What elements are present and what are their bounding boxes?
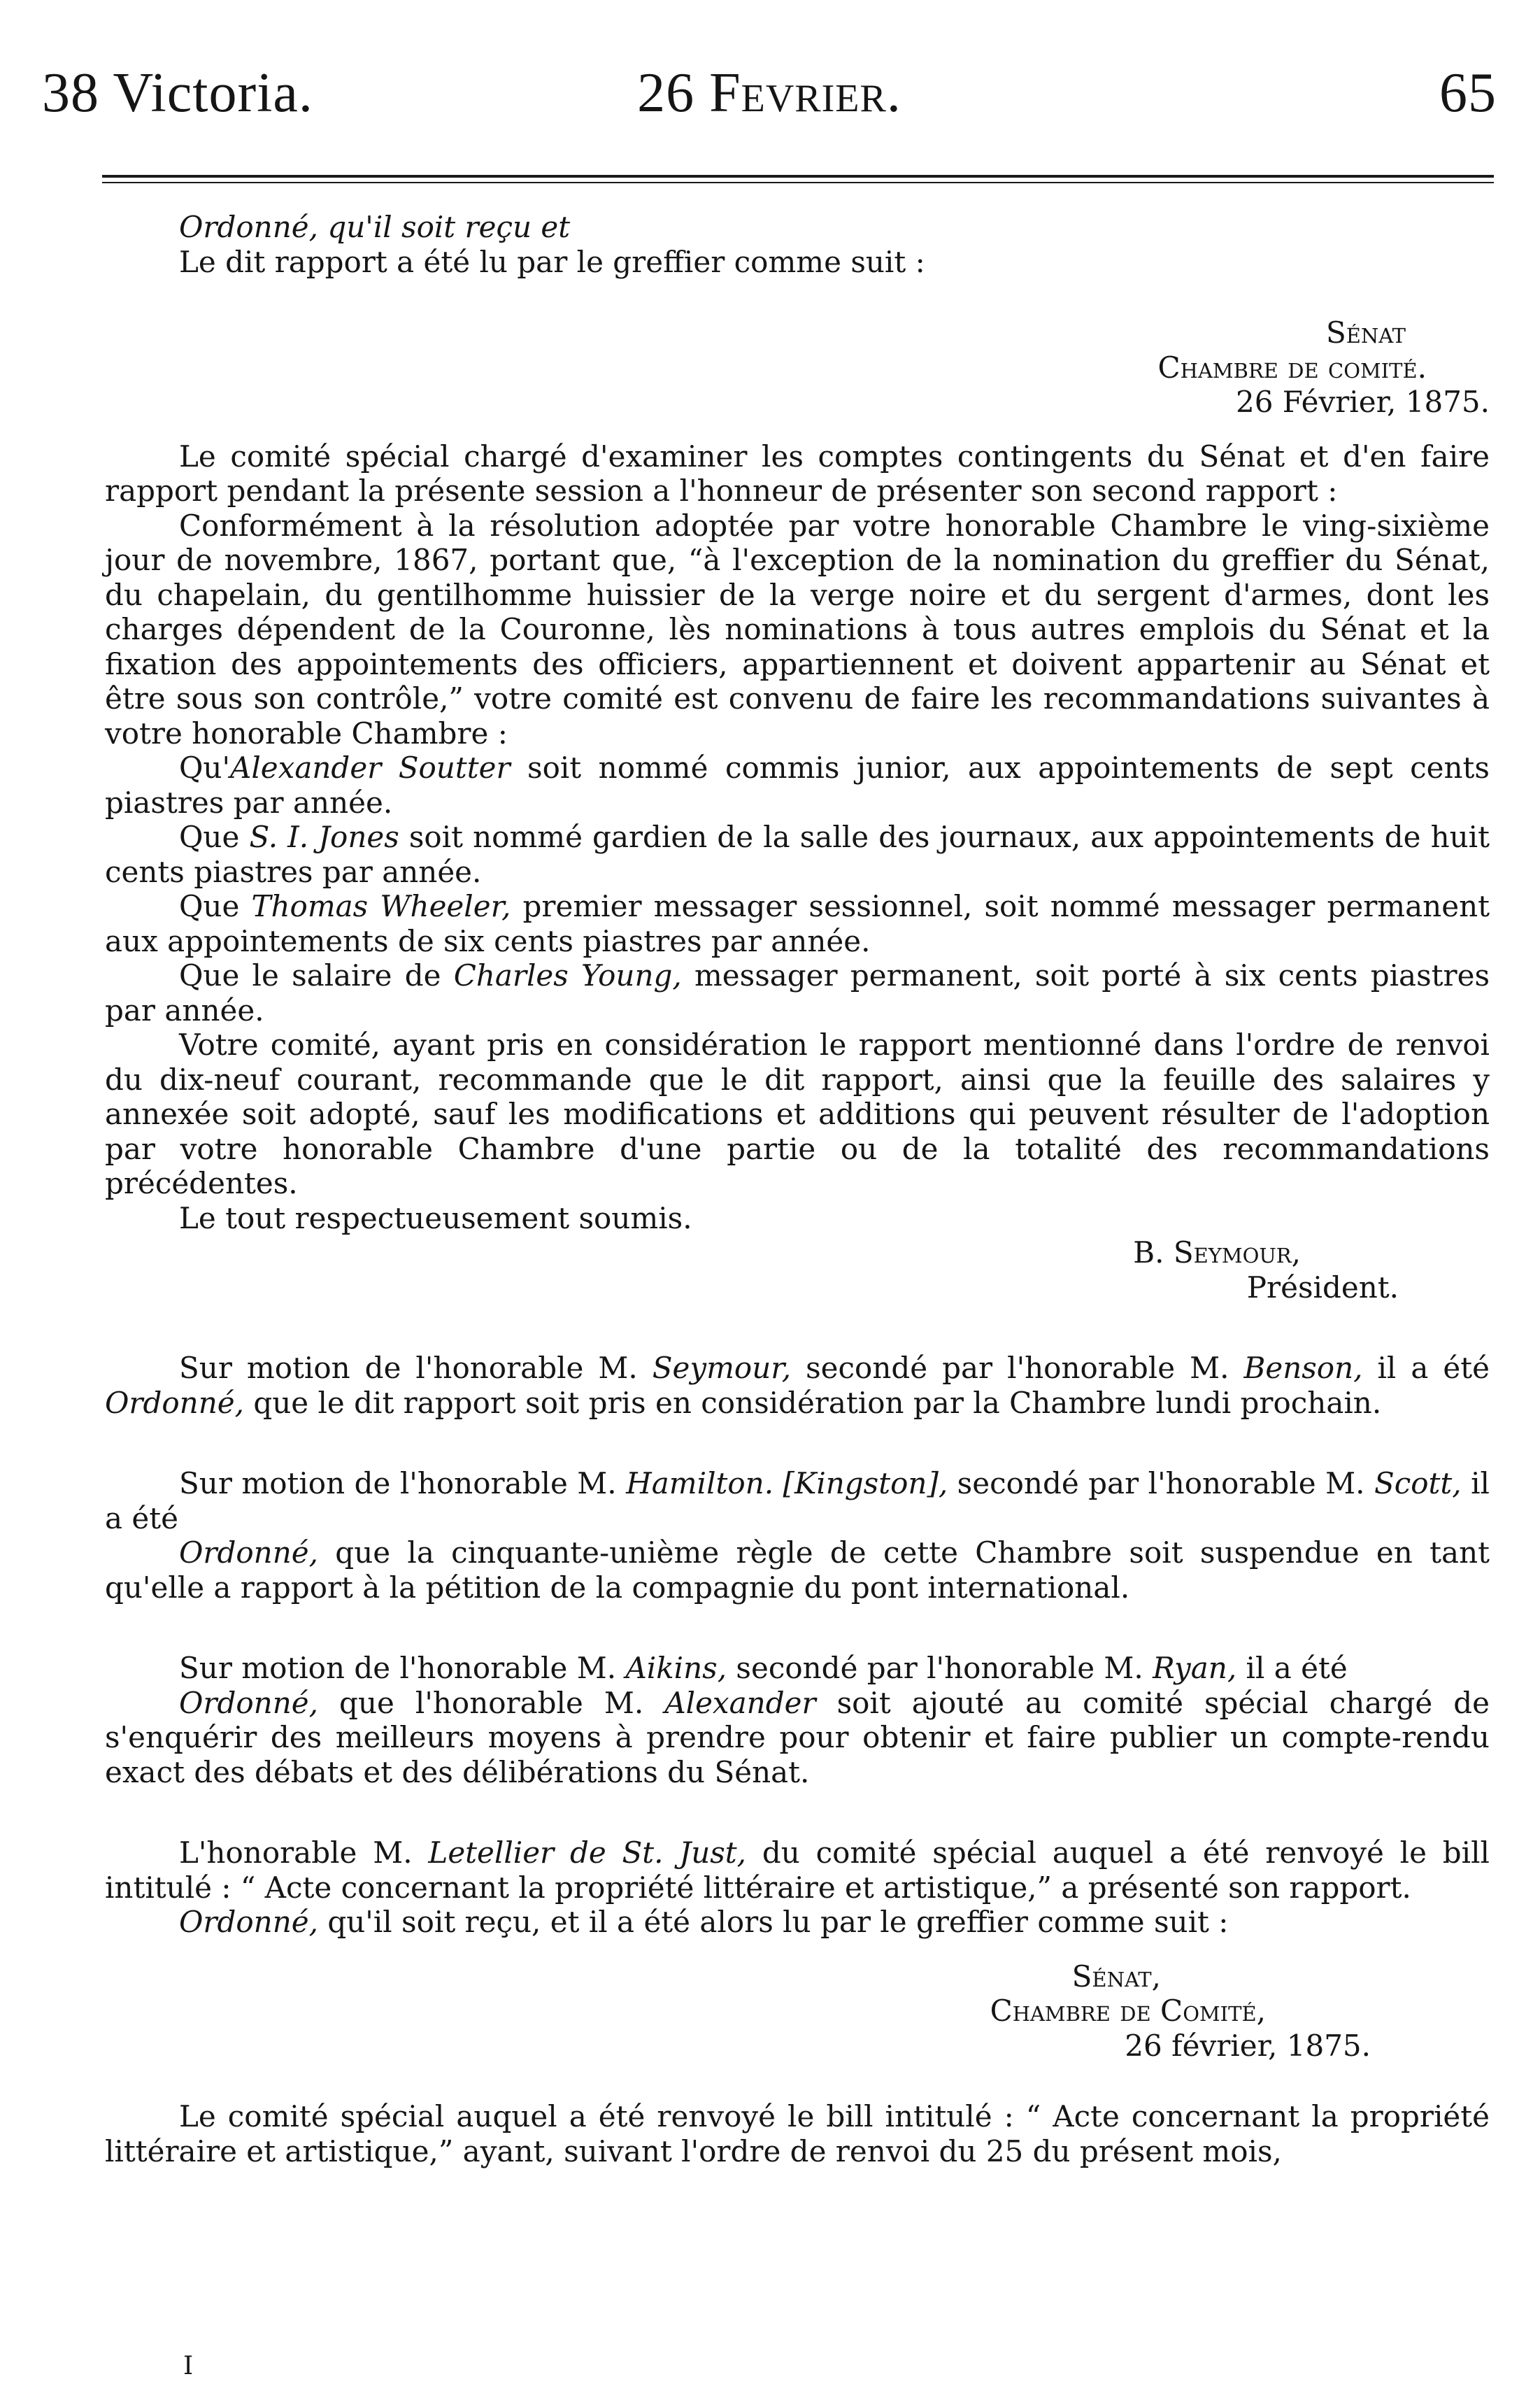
page-number: 65 bbox=[1439, 62, 1497, 124]
motion-hamilton: Sur motion de l'honorable M. Hamilton. [Kingston], secondé par l'honorable M. Scott, il a été bbox=[105, 1466, 1490, 1535]
header-rule-thin bbox=[102, 182, 1494, 183]
motion-hamilton-order: Ordonné, que la cinquante-unième règle de cette Chambre soit suspendue en tant qu'elle a rapport à la pétition de la compagnie du pont international. bbox=[105, 1535, 1490, 1605]
dateline-senat: Sénat bbox=[1325, 315, 1406, 350]
report-committee-paragraph: Votre comité, ayant pris en considération le rapport mentionné dans l'ordre de renvoi du dix-neuf courant, recommande que le dit rapport, ainsi que la feuille des salaires y annexée soit adopté, sauf les modifications et additions qui peuvent résulter de l'adoption par votre honorable Chambre d'une partie ou de la totalité des recommandations précédentes. bbox=[105, 1028, 1490, 1200]
report-letellier: L'honorable M. Letellier de St. Just, du comité spécial auquel a été renvoyé le bill intitulé : “ Acte concernant la propriété littéraire et artistique,” a présenté son rapport. bbox=[105, 1835, 1490, 1905]
recommendation-1: Qu'Alexander Soutter soit nommé commis junior, aux appointements de sept cents piastres par année. bbox=[105, 751, 1490, 820]
dateline-2-chambre: Chambre de Comité, bbox=[990, 1994, 1266, 2028]
dateline-block-2 bbox=[105, 1959, 1490, 1994]
report-conformement: Conformément à la résolution adoptée par votre honorable Chambre le ving-sixième jour de novembre, 1867, portant que, “à l'exception de la nomination du greffier du Sénat, du chapelain, du gentilhomme huissier de la verge noire et du sergent d'armes, dont les charges dépendent de la Couronne, lès nominations à tous autres emplois du Sénat et la fixation des appointements des officiers, appartiennent et doivent appartenir au Sénat et être sous son contrôle,” votre comité est convenu de faire les recommandations suivantes à votre honorable Chambre : bbox=[105, 508, 1490, 751]
signature-mark: I bbox=[183, 2352, 194, 2380]
dateline-chambre: Chambre de comité. bbox=[1157, 350, 1427, 385]
motion-seymour: Sur motion de l'honorable M. Seymour, secondé par l'honorable M. Benson, il a été Ordonné, que le dit rapport soit pris en considération par la Chambre lundi prochain. bbox=[105, 1351, 1490, 1420]
recommendation-2: Que S. I. Jones soit nommé gardien de la salle des journaux, aux appointements de huit cents piastres par année. bbox=[105, 820, 1490, 889]
recommendation-4: Que le salaire de Charles Young, messager permanent, soit porté à six cents piastres par année. bbox=[105, 958, 1490, 1028]
dateline-date: 26 Février, 1875. bbox=[1236, 385, 1490, 419]
signature-title: Président. bbox=[1246, 1270, 1399, 1305]
report-intro: Le comité spécial chargé d'examiner les comptes contingents du Sénat et d'en faire rapport pendant la présente session a l'honneur de présenter son second rapport : bbox=[105, 439, 1490, 508]
signature-name: B. Seymour, bbox=[1133, 1235, 1301, 1270]
report-letellier-order: Ordonné, qu'il soit reçu, et il a été alors lu par le greffier comme suit : bbox=[179, 1905, 1229, 1939]
dateline-2-date: 26 février, 1875. bbox=[1125, 2028, 1371, 2063]
report-closing: Le tout respectueusement soumis. bbox=[179, 1200, 692, 1235]
header-session: 38 Victoria. bbox=[42, 62, 313, 124]
motion-aikins-order: Ordonné, que l'honorable M. Alexander soit ajouté au comité spécial chargé de s'enquérir des meilleurs moyens à prendre pour obtenir et faire publier un compte-rendu exact des débats et des délibérations du Sénat. bbox=[105, 1685, 1490, 1789]
header-rule-thick bbox=[102, 175, 1494, 178]
header-date: 26 Fevrier. bbox=[637, 62, 901, 124]
final-paragraph: Le comité spécial auquel a été renvoyé le bill intitulé : “ Acte concernant la propriété littéraire et artistique,” ayant, suivant l'ordre de renvoi du 25 du présent mois, bbox=[105, 2099, 1490, 2168]
page-body bbox=[105, 210, 1490, 2168]
order-line: Ordonné, qu'il soit reçu et bbox=[179, 210, 571, 244]
read-line: Le dit rapport a été lu par le greffier comme suit : bbox=[179, 244, 925, 279]
dateline-2-senat: Sénat, bbox=[1071, 1959, 1161, 1994]
recommendation-3: Que Thomas Wheeler, premier messager sessionnel, soit nommé messager permanent aux appointements de six cents piastres par année. bbox=[105, 889, 1490, 958]
dateline-block-1 bbox=[105, 315, 1490, 350]
running-header bbox=[42, 55, 1497, 132]
motion-aikins: Sur motion de l'honorable M. Aikins, secondé par l'honorable M. Ryan, il a été bbox=[179, 1651, 1348, 1685]
